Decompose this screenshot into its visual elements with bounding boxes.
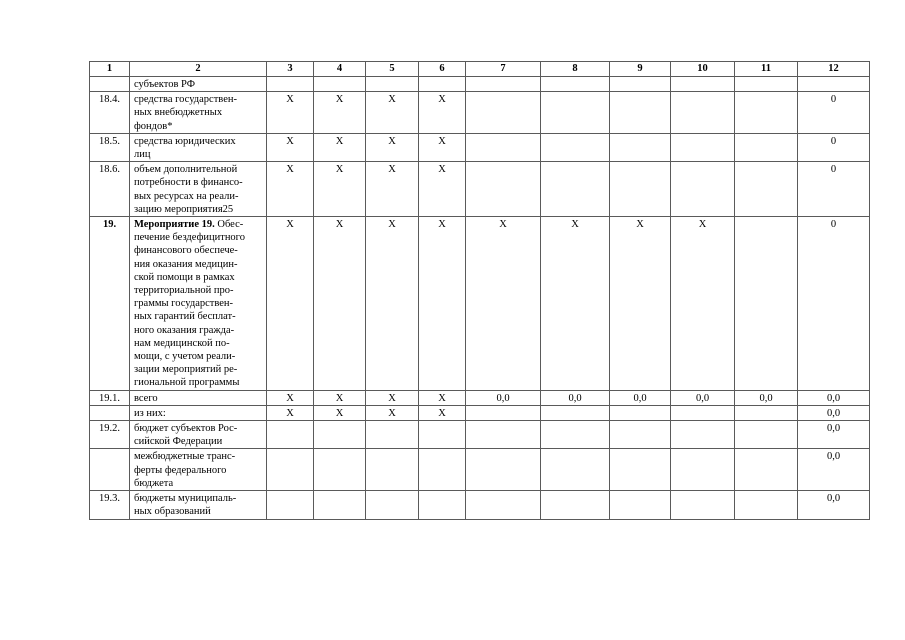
description-line: вых ресурсах на реали-	[134, 190, 239, 202]
value-cell-col-5: X	[366, 217, 419, 391]
value-cell-col-5: X	[366, 133, 419, 161]
table-row	[90, 405, 870, 420]
value-cell-col-11	[735, 92, 798, 134]
description-line: нам медицинской по-	[134, 337, 230, 349]
description-line: сийской Федерации	[134, 436, 223, 448]
value-cell-col-3: X	[267, 217, 314, 391]
header-cell-1: 1	[90, 62, 130, 77]
value-cell-col-11	[735, 133, 798, 161]
value-cell-col-3	[267, 449, 314, 491]
value-cell-col-4: X	[314, 405, 366, 420]
row-number: 19.1.	[90, 390, 130, 405]
value-cell-col-10	[671, 92, 735, 134]
value-cell-col-12	[798, 77, 870, 92]
value-cell-col-4: X	[314, 217, 366, 391]
value-cell-col-6	[419, 449, 466, 491]
description-line: бюджета	[134, 477, 174, 489]
description-line: зации мероприятий ре-	[134, 364, 238, 376]
value-cell-col-9	[610, 77, 671, 92]
value-cell-col-6: X	[419, 133, 466, 161]
value-cell-col-5: X	[366, 162, 419, 217]
table-header-row	[90, 62, 870, 77]
description-line: бюджеты муниципаль-	[134, 493, 237, 505]
value-cell-col-10	[671, 133, 735, 161]
value-cell-col-8	[541, 421, 610, 449]
value-cell-col-7	[466, 405, 541, 420]
value-cell-col-12: 0	[798, 92, 870, 134]
value-cell-col-3	[267, 491, 314, 519]
row-description	[130, 491, 267, 519]
row-number	[90, 405, 130, 420]
value-cell-col-6	[419, 421, 466, 449]
table-row	[90, 491, 870, 519]
value-cell-col-5: X	[366, 390, 419, 405]
value-cell-col-9: 0,0	[610, 390, 671, 405]
description-line: мощи, с учетом реали-	[134, 351, 236, 363]
value-cell-col-10	[671, 491, 735, 519]
value-cell-col-12: 0,0	[798, 405, 870, 420]
value-cell-col-8	[541, 77, 610, 92]
value-cell-col-12: 0	[798, 162, 870, 217]
value-cell-col-7	[466, 92, 541, 134]
row-description	[130, 133, 267, 161]
budget-table	[89, 61, 870, 520]
description-line: ных внебюджетных	[134, 107, 223, 119]
value-cell-col-7	[466, 162, 541, 217]
row-number: 18.5.	[90, 133, 130, 161]
value-cell-col-10	[671, 449, 735, 491]
header-cell-2: 2	[130, 62, 267, 77]
value-cell-col-8	[541, 405, 610, 420]
row-number: 19.3.	[90, 491, 130, 519]
table-row	[90, 162, 870, 217]
row-description	[130, 421, 267, 449]
description-line: ния оказания медицин-	[134, 258, 238, 270]
value-cell-col-9: X	[610, 217, 671, 391]
value-cell-col-9	[610, 405, 671, 420]
value-cell-col-11	[735, 449, 798, 491]
value-cell-col-3: X	[267, 390, 314, 405]
value-cell-col-7	[466, 133, 541, 161]
value-cell-col-7	[466, 449, 541, 491]
header-cell-5: 5	[366, 62, 419, 77]
value-cell-col-7	[466, 421, 541, 449]
value-cell-col-4: X	[314, 390, 366, 405]
value-cell-col-9	[610, 421, 671, 449]
value-cell-col-7	[466, 77, 541, 92]
value-cell-col-12: 0,0	[798, 449, 870, 491]
row-description	[130, 390, 267, 405]
description-line: средства юридических	[134, 135, 236, 147]
value-cell-col-9	[610, 92, 671, 134]
value-cell-col-11	[735, 217, 798, 391]
description-line: потребности в финансо-	[134, 177, 243, 189]
value-cell-col-4	[314, 421, 366, 449]
value-cell-col-9	[610, 491, 671, 519]
table-row	[90, 449, 870, 491]
value-cell-col-9	[610, 133, 671, 161]
row-number	[90, 77, 130, 92]
value-cell-col-3	[267, 421, 314, 449]
value-cell-col-3: X	[267, 162, 314, 217]
description-line: бюджет субъектов Рос-	[134, 423, 238, 435]
row-number: 19.	[90, 217, 130, 391]
row-description	[130, 162, 267, 217]
value-cell-col-4: X	[314, 92, 366, 134]
table-row	[90, 217, 870, 391]
row-number: 18.4.	[90, 92, 130, 134]
value-cell-col-6: X	[419, 162, 466, 217]
value-cell-col-5: X	[366, 405, 419, 420]
value-cell-col-8	[541, 162, 610, 217]
row-number	[90, 449, 130, 491]
value-cell-col-11: 0,0	[735, 390, 798, 405]
value-cell-col-5	[366, 421, 419, 449]
value-cell-col-5	[366, 491, 419, 519]
description-line: субъектов РФ	[134, 79, 196, 90]
description-line: средства государствен-	[134, 94, 237, 106]
value-cell-col-3	[267, 77, 314, 92]
value-cell-col-12: 0,0	[798, 421, 870, 449]
value-cell-col-4	[314, 77, 366, 92]
description-line: лиц	[134, 149, 151, 161]
value-cell-col-10	[671, 162, 735, 217]
value-cell-col-8: 0,0	[541, 390, 610, 405]
row-description	[130, 405, 267, 420]
value-cell-col-12: 0,0	[798, 491, 870, 519]
value-cell-col-11	[735, 405, 798, 420]
description-line: граммы государствен-	[134, 298, 234, 310]
value-cell-col-6: X	[419, 92, 466, 134]
description-line: финансового обеспече-	[134, 245, 238, 257]
value-cell-col-9	[610, 449, 671, 491]
header-cell-9: 9	[610, 62, 671, 77]
row-number: 18.6.	[90, 162, 130, 217]
row-description	[130, 449, 267, 491]
value-cell-col-8	[541, 133, 610, 161]
value-cell-col-4: X	[314, 133, 366, 161]
value-cell-col-8	[541, 449, 610, 491]
table-row	[90, 77, 870, 92]
description-line: ного оказания гражда-	[134, 324, 235, 336]
value-cell-col-4	[314, 491, 366, 519]
value-cell-col-8	[541, 92, 610, 134]
header-cell-4: 4	[314, 62, 366, 77]
description-line: фондов*	[134, 120, 173, 132]
value-cell-col-10	[671, 77, 735, 92]
description-line: ных образований	[134, 506, 211, 518]
description-line: территориальной про-	[134, 285, 234, 297]
value-cell-col-8: X	[541, 217, 610, 391]
value-cell-col-12: 0	[798, 133, 870, 161]
value-cell-col-5	[366, 449, 419, 491]
table-row	[90, 133, 870, 161]
value-cell-col-6: X	[419, 405, 466, 420]
description-line: из них:	[134, 407, 166, 419]
row-description	[130, 92, 267, 134]
description-bold-prefix: Мероприятие 19.	[134, 219, 215, 231]
description-line: межбюджетные транс-	[134, 451, 236, 463]
header-cell-11: 11	[735, 62, 798, 77]
description-line: зацию мероприятия25	[134, 203, 234, 215]
header-cell-10: 10	[671, 62, 735, 77]
value-cell-col-11	[735, 421, 798, 449]
value-cell-col-8	[541, 491, 610, 519]
value-cell-col-7	[466, 491, 541, 519]
value-cell-col-10: X	[671, 217, 735, 391]
value-cell-col-3: X	[267, 92, 314, 134]
row-description	[130, 77, 267, 92]
row-number: 19.2.	[90, 421, 130, 449]
value-cell-col-12: 0	[798, 217, 870, 391]
value-cell-col-6	[419, 491, 466, 519]
value-cell-col-10	[671, 421, 735, 449]
value-cell-col-11	[735, 77, 798, 92]
value-cell-col-4	[314, 449, 366, 491]
description-line: печение бездефицитного	[134, 232, 245, 244]
description-line: объем дополнительной	[134, 164, 238, 176]
header-cell-6: 6	[419, 62, 466, 77]
value-cell-col-10	[671, 405, 735, 420]
description-line: Обес-	[214, 219, 244, 231]
description-line: гиональной программы	[134, 377, 240, 389]
value-cell-col-3: X	[267, 133, 314, 161]
value-cell-col-4: X	[314, 162, 366, 217]
value-cell-col-3: X	[267, 405, 314, 420]
header-cell-3: 3	[267, 62, 314, 77]
value-cell-col-7: 0,0	[466, 390, 541, 405]
value-cell-col-5: X	[366, 92, 419, 134]
value-cell-col-12: 0,0	[798, 390, 870, 405]
row-description	[130, 217, 267, 391]
value-cell-col-6: X	[419, 390, 466, 405]
description-line: ской помощи в рамках	[134, 271, 235, 283]
value-cell-col-6	[419, 77, 466, 92]
description-line: ных гарантий бесплат-	[134, 311, 236, 323]
table-row	[90, 390, 870, 405]
value-cell-col-7: X	[466, 217, 541, 391]
value-cell-col-9	[610, 162, 671, 217]
table-row	[90, 92, 870, 134]
header-cell-8: 8	[541, 62, 610, 77]
value-cell-col-11	[735, 491, 798, 519]
value-cell-col-11	[735, 162, 798, 217]
description-line: всего	[134, 392, 158, 404]
header-cell-12: 12	[798, 62, 870, 77]
value-cell-col-10: 0,0	[671, 390, 735, 405]
value-cell-col-5	[366, 77, 419, 92]
description-line: ферты федерального	[134, 464, 227, 476]
table-row	[90, 421, 870, 449]
value-cell-col-6: X	[419, 217, 466, 391]
header-cell-7: 7	[466, 62, 541, 77]
